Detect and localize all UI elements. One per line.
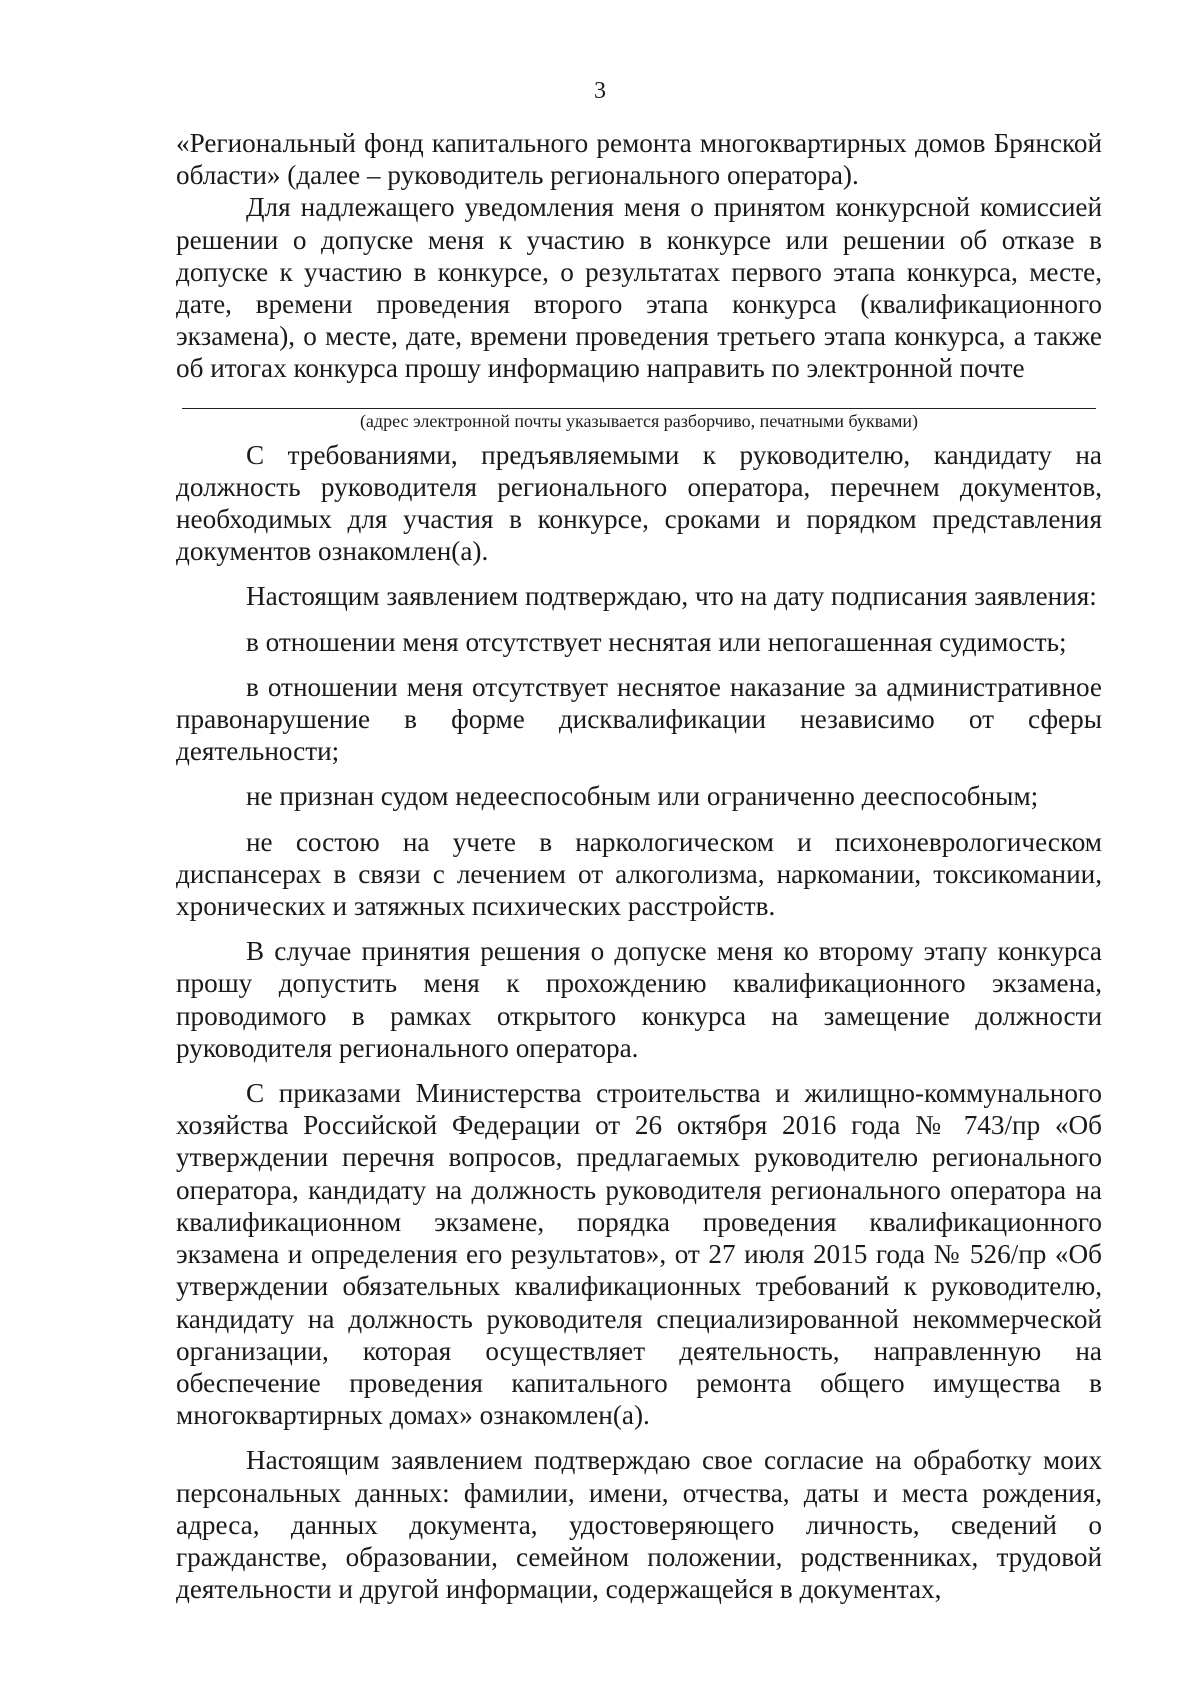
paragraph-exam-admission: В случае принятия решения о допуске меня ко второму этапу конкурса прошу допустить меня к прохождению квалификационного экзамена, проводимого в рамках открытого конкурса на замещение должности руководителя регионального оператора. xyxy=(176,936,1102,1063)
email-fill-line xyxy=(182,385,1096,409)
paragraph-fund-name: «Региональный фонд капитального ремонта многоквартирных домов Брянской области» (далее – руководитель регионального оператора). xyxy=(176,128,1102,191)
paragraph-requirements: С требованиями, предъявляемыми к руководителю, кандидату на должность руководителя регионального оператора, перечнем документов, необходимых для участия в конкурсе, сроками и порядком представления документов ознакомлен(а). xyxy=(176,439,1102,567)
paragraph-medical-register: не состою на учете в наркологическом и психоневрологическом диспансерах в связи с лечением от алкоголизма, наркомании, токсикомании, хронических и затяжных психических расстройств. xyxy=(176,826,1102,922)
paragraph-notification: Для надлежащего уведомления меня о принятом конкурсной комиссией решении о допуске меня к участию в конкурсе или решении об отказе в допуске к участию в конкурсе, о результатах первого этапа конкурса, месте, дате, времени проведения второго этапа конкурса (квалификационного экзамена), о месте, дате, времени проведения третьего этапа конкурса, а также об итогах конкурса прошу информацию направить по электронной почте xyxy=(176,192,1102,384)
paragraph-personal-data-consent: Настоящим заявлением подтверждаю свое согласие на обработку моих персональных данных: фамилии, имени, отчества, даты и места рождения, адреса, данных документа, удостоверяющего личность, сведений о гражданстве, образовании, семейном положении, родственниках, трудовой деятельности и другой информации, содержащейся в документах, xyxy=(176,1445,1102,1605)
paragraph-ministry-orders: С приказами Министерства строительства и жилищно-коммунального хозяйства Российской Федерации от 26 октября 2016 года № 743/пр «Об утверждении перечня вопросов, предлагаемых руководителю регионального оператора, кандидату на должность руководителя регионального оператора на квалификационном экзамене, порядка проведения квалификационного экзамена и определения его результатов», от 27 июля 2015 года № 526/пр «Об утверждении обязательных квалификационных требований к руководителю, кандидату на должность руководителя специализированной некоммерческой организации, которая осуществляет деятельность, направленную на обеспечение проведения капитального ремонта общего имущества в многоквартирных домах» ознакомлен(а). xyxy=(176,1078,1102,1431)
paragraph-no-criminal-record: в отношении меня отсутствует неснятая или непогашенная судимость; xyxy=(246,626,1067,657)
page-number: 3 xyxy=(594,78,606,104)
paragraph-legal-capacity: не признан судом недееспособным или ограниченно дееспособным; xyxy=(246,781,1039,812)
paragraph-confirmation: Настоящим заявлением подтверждаю, что на дату подписания заявления: xyxy=(246,581,1097,612)
paragraph-no-disqualification: в отношении меня отсутствует неснятое наказание за административное правонарушение в форме дисквалификации независимо от сферы деятельности; xyxy=(176,671,1102,767)
document-body xyxy=(176,127,1102,1605)
email-caption: (адрес электронной почты указывается разборчиво, печатными буквами) xyxy=(359,410,919,431)
